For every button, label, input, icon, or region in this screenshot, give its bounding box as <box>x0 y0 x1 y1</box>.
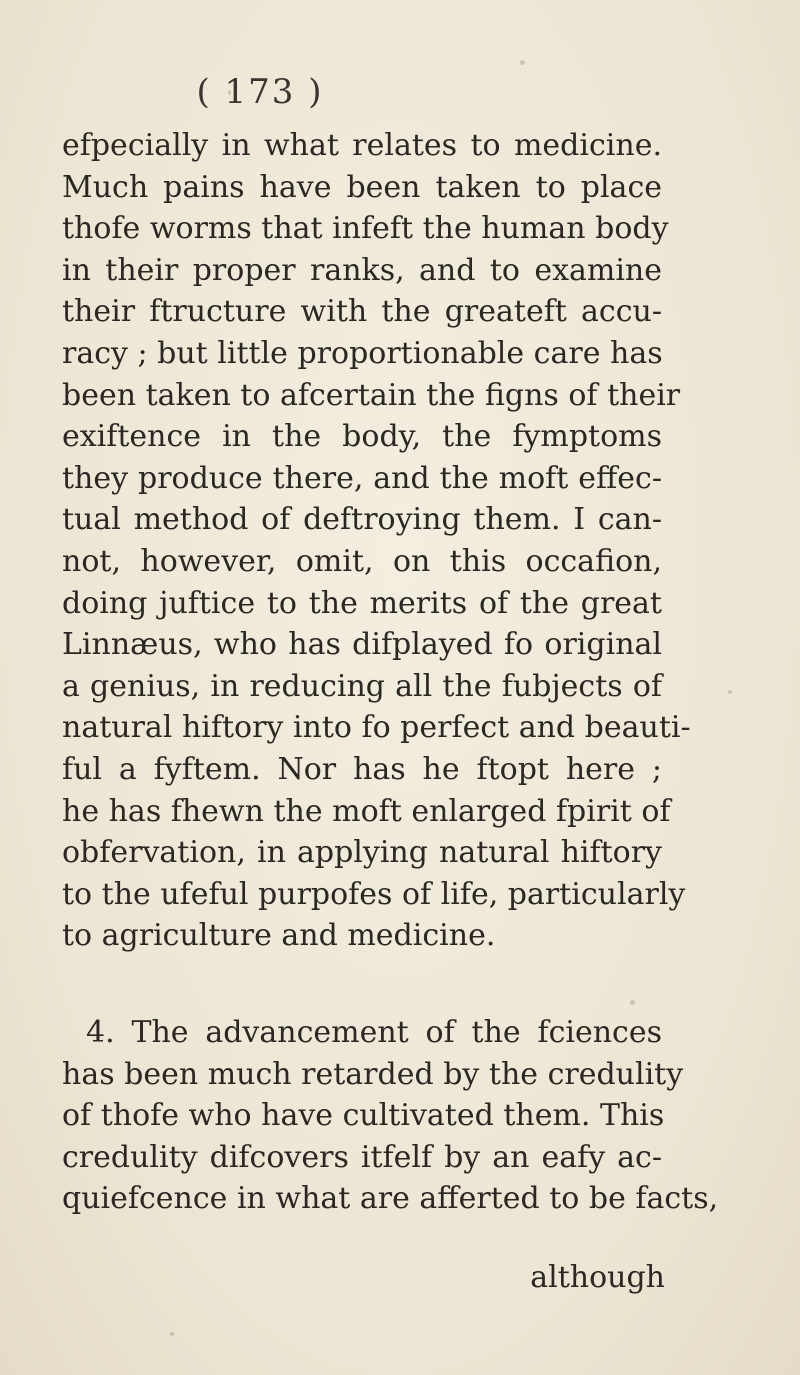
text-line: natural hiftory into fo perfect and beauti- <box>62 710 691 746</box>
text-line: ful a fyftem. Nor has he ftopt here ; <box>62 751 662 787</box>
text-line: been taken to afcertain the figns of their <box>62 377 681 413</box>
text-line: to the ufeful purpofes of life, particularly <box>62 876 686 912</box>
text-line: they produce there, and the moft effec- <box>62 460 662 496</box>
page-number: ( 173 ) <box>196 72 324 112</box>
paragraph-2 <box>62 1012 719 1220</box>
text-line: Linnæus, who has difplayed fo original <box>62 627 662 663</box>
paper-speck <box>520 60 525 65</box>
paper-speck <box>170 1332 174 1336</box>
text-line: exiftence in the body, the fymptoms <box>62 419 662 455</box>
paper-speck <box>228 90 231 95</box>
text-line: has been much retarded by the credulity <box>62 1056 684 1092</box>
text-line: credulity difcovers itfelf by an eafy ac- <box>62 1139 662 1175</box>
text-line: a genius, in reducing all the fubjects of <box>62 668 662 704</box>
text-line: to agriculture and medicine. <box>62 918 496 954</box>
paragraph-1 <box>62 125 691 957</box>
text-line: efpecially in what relates to medicine. <box>62 128 662 163</box>
text-line: in their proper ranks, and to examine <box>62 252 662 288</box>
text-line: doing juftice to the merits of the great <box>62 585 662 621</box>
text-line: 4. The advancement of the fciences <box>86 1015 662 1050</box>
text-line: obfervation, in applying natural hiftory <box>62 835 662 871</box>
text-line: quiefcence in what are afferted to be facts, <box>62 1181 719 1217</box>
text-line: thofe worms that infeft the human body <box>62 211 669 247</box>
text-line: tual method of deftroying them. I can- <box>62 502 662 538</box>
catchword: although <box>530 1260 665 1295</box>
text-line: he has fhewn the moft enlarged fpirit of <box>62 793 671 829</box>
text-line: of thofe who have cultivated them. This <box>62 1098 665 1134</box>
text-line: their ftructure with the greateft accu- <box>62 294 662 330</box>
text-line: not, however, omit, on this occafion, <box>62 543 662 579</box>
text-line: Much pains have been taken to place <box>62 169 662 205</box>
text-line: racy ; but little proportionable care has <box>62 335 663 371</box>
paper-speck <box>630 1000 635 1005</box>
paper-speck <box>728 690 732 694</box>
